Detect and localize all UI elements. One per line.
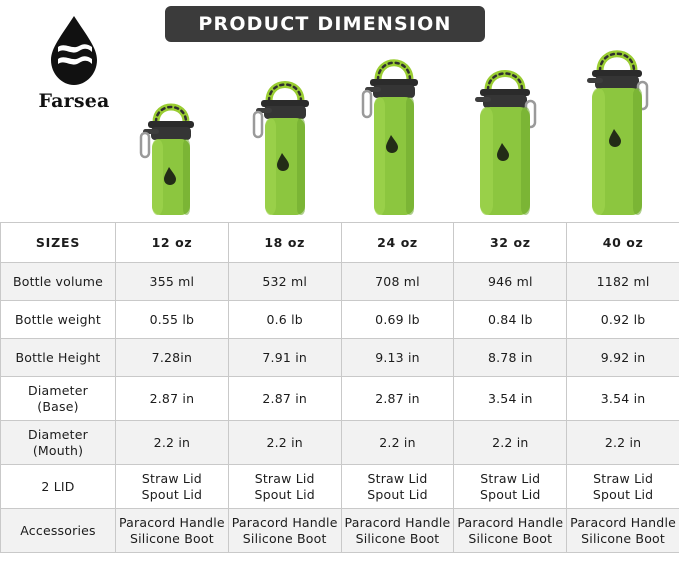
row-label-diameter-mouth-line1: Diameter (28, 426, 88, 442)
cell-accessories-18oz-line1: Paracord Handle (231, 514, 338, 530)
cell-weight-18oz: 0.6 lb (228, 301, 341, 339)
cell-accessories-32oz-line1: Paracord Handle (457, 514, 564, 530)
cell-accessories-40oz (567, 509, 679, 553)
cell-height-32oz: 8.78 in (454, 339, 567, 377)
cell-diameter-mouth-18oz: 2.2 in (228, 421, 341, 465)
title-plate (165, 6, 485, 42)
row-label-2-lid: 2 LID (1, 465, 116, 509)
specifications-table (0, 222, 679, 553)
cell-accessories-24oz-line1: Paracord Handle (344, 514, 451, 530)
brand-name: Farsea (38, 90, 110, 112)
header-18oz: 18 oz (228, 223, 341, 263)
row-label-diameter-base-line2: (Base) (37, 398, 79, 414)
cell-lid-24oz-line1: Straw Lid (367, 470, 428, 486)
header-sizes: SIZES (1, 223, 116, 263)
cell-accessories-12oz (116, 509, 229, 553)
cell-height-18oz: 7.91 in (228, 339, 341, 377)
cell-diameter-base-32oz: 3.54 in (454, 377, 567, 421)
cell-lid-40oz (567, 465, 679, 509)
cell-accessories-24oz (341, 509, 454, 553)
table-row (1, 421, 679, 465)
cell-lid-32oz-line2: Spout Lid (480, 486, 541, 502)
cell-lid-18oz-line1: Straw Lid (254, 470, 315, 486)
table-row (1, 465, 679, 509)
cell-lid-18oz (228, 465, 341, 509)
brand-block (14, 14, 134, 124)
header-32oz: 32 oz (454, 223, 567, 263)
table-row (1, 377, 679, 421)
bottle-18oz (245, 69, 325, 219)
cell-diameter-base-12oz: 2.87 in (116, 377, 229, 421)
row-label-accessories: Accessories (1, 509, 116, 553)
cell-height-24oz: 9.13 in (341, 339, 454, 377)
cell-diameter-mouth-32oz: 2.2 in (454, 421, 567, 465)
bottle-40oz-image (570, 41, 666, 219)
bottle-24oz (352, 49, 436, 219)
cell-volume-24oz: 708 ml (341, 263, 454, 301)
bottle-32oz (460, 59, 552, 219)
cell-diameter-mouth-12oz: 2.2 in (116, 421, 229, 465)
cell-accessories-12oz-line1: Paracord Handle (118, 514, 225, 530)
cell-diameter-base-18oz: 2.87 in (228, 377, 341, 421)
table-row (1, 301, 679, 339)
cell-volume-18oz: 532 ml (228, 263, 341, 301)
bottle-12oz (134, 89, 210, 219)
cell-lid-32oz-line1: Straw Lid (480, 470, 541, 486)
cell-lid-32oz (454, 465, 567, 509)
bottle-40oz (570, 41, 666, 219)
page-title: PRODUCT DIMENSION (198, 13, 452, 35)
cell-accessories-18oz-line2: Silicone Boot (242, 530, 327, 546)
row-label-bottle-height: Bottle Height (1, 339, 116, 377)
cell-accessories-32oz (454, 509, 567, 553)
cell-accessories-40oz-line1: Paracord Handle (570, 514, 677, 530)
cell-weight-40oz: 0.92 lb (567, 301, 679, 339)
row-label-bottle-weight: Bottle weight (1, 301, 116, 339)
cell-weight-24oz: 0.69 lb (341, 301, 454, 339)
cell-diameter-mouth-24oz: 2.2 in (341, 421, 454, 465)
row-label-diameter-mouth (1, 421, 116, 465)
table-header-row (1, 223, 679, 263)
bottle-32oz-image (460, 59, 552, 219)
table-row (1, 339, 679, 377)
cell-accessories-32oz-line2: Silicone Boot (468, 530, 553, 546)
row-label-diameter-base-line1: Diameter (28, 382, 88, 398)
cell-volume-40oz: 1182 ml (567, 263, 679, 301)
row-label-diameter-base (1, 377, 116, 421)
cell-diameter-mouth-40oz: 2.2 in (567, 421, 679, 465)
cell-accessories-24oz-line2: Silicone Boot (355, 530, 440, 546)
cell-lid-12oz-line2: Spout Lid (141, 486, 203, 502)
cell-accessories-40oz-line2: Silicone Boot (581, 530, 665, 546)
cell-lid-40oz-line2: Spout Lid (592, 486, 654, 502)
cell-accessories-12oz-line2: Silicone Boot (129, 530, 214, 546)
row-label-bottle-volume: Bottle volume (1, 263, 116, 301)
bottle-24oz-image (352, 49, 436, 219)
cell-height-12oz: 7.28in (116, 339, 229, 377)
table-row (1, 509, 679, 553)
cell-lid-12oz (116, 465, 229, 509)
cell-weight-12oz: 0.55 lb (116, 301, 229, 339)
cell-lid-18oz-line2: Spout Lid (254, 486, 315, 502)
header-24oz: 24 oz (341, 223, 454, 263)
bottle-18oz-image (245, 69, 325, 219)
cell-height-40oz: 9.92 in (567, 339, 679, 377)
cell-lid-12oz-line1: Straw Lid (141, 470, 202, 486)
row-label-diameter-mouth-line2: (Mouth) (32, 442, 84, 458)
cell-volume-12oz: 355 ml (116, 263, 229, 301)
cell-diameter-base-40oz: 3.54 in (567, 377, 679, 421)
cell-weight-32oz: 0.84 lb (454, 301, 567, 339)
header-section (0, 0, 679, 222)
water-drop-wave-logo-icon (41, 14, 107, 88)
cell-lid-40oz-line1: Straw Lid (593, 470, 654, 486)
cell-volume-32oz: 946 ml (454, 263, 567, 301)
cell-lid-24oz-line2: Spout Lid (367, 486, 428, 502)
cell-diameter-base-24oz: 2.87 in (341, 377, 454, 421)
cell-accessories-18oz (228, 509, 341, 553)
table-row (1, 263, 679, 301)
bottle-12oz-image (134, 89, 210, 219)
header-40oz: 40 oz (567, 223, 679, 263)
cell-lid-24oz (341, 465, 454, 509)
header-12oz: 12 oz (116, 223, 229, 263)
